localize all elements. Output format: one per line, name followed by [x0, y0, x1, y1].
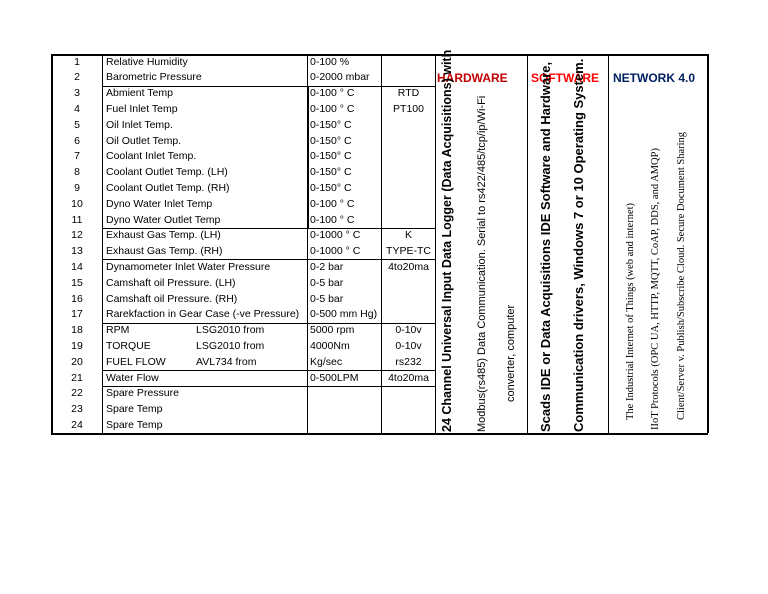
measurement-range: 0-100 ° C	[310, 87, 355, 100]
network-description-line-1: The Industrial Internet of Things (web and internet)	[625, 202, 636, 420]
row-number: 14	[71, 260, 83, 273]
software-description-line-2: Communication drivers, Windows 7 or 10 Operating System.	[571, 58, 586, 432]
row-number: 20	[71, 355, 83, 368]
parameter-name: Dynamometer Inlet Water Pressure	[106, 260, 271, 273]
row-number: 4	[74, 102, 80, 115]
parameter-name: Spare Pressure	[106, 387, 179, 400]
signal-type: 0-10v	[395, 339, 422, 352]
row-number: 1	[74, 55, 80, 68]
parameter-name: Dyno Water Outlet Temp	[106, 213, 221, 226]
row-number: 6	[74, 134, 80, 147]
measurement-range: Kg/sec	[310, 355, 343, 368]
parameter-name: Coolant Outlet Temp. (RH)	[106, 181, 230, 194]
signal-type: 4to20ma	[388, 371, 429, 384]
measurement-range: 0-2000 mbar	[310, 71, 370, 84]
parameter-name: Rarekfaction in Gear Case (-ve Pressure)	[106, 308, 300, 321]
hardware-header: HARDWARE	[437, 71, 508, 85]
parameter-name: Coolant Outlet Temp. (LH)	[106, 166, 228, 179]
measurement-range: 0-5 bar	[310, 276, 344, 289]
parameter-name: Oil Inlet Temp.	[106, 118, 173, 131]
software-description-line-1: Scads IDE or Data Acquisitions IDE Software and Hardware,	[538, 61, 553, 432]
measurement-range: 0-5 bar	[310, 292, 344, 305]
signal-type: rs232	[395, 355, 422, 368]
row-number: 19	[71, 339, 83, 352]
parameter-name: Abmient Temp	[106, 87, 173, 100]
row-number: 22	[71, 387, 83, 400]
sensor-model: LSG2010 from	[196, 339, 265, 352]
signal-type: TYPE-TC	[386, 245, 431, 258]
row-number: 9	[74, 181, 80, 194]
measurement-range: 5000 rpm	[310, 324, 355, 337]
row-number: 8	[74, 166, 80, 179]
row-number: 13	[71, 245, 83, 258]
parameter-name: Coolant Inlet Temp.	[106, 150, 197, 163]
row-number: 10	[71, 197, 83, 210]
measurement-range: 0-100 ° C	[310, 197, 355, 210]
row-number: 16	[71, 292, 83, 305]
measurement-range: 0-150° C	[310, 150, 352, 163]
measurement-range: 0-500 mm Hg)	[310, 308, 378, 321]
group-edge	[307, 86, 309, 228]
sep-signal	[435, 54, 436, 433]
sensor-model: AVL734 from	[196, 355, 257, 368]
measurement-range: 0-1000 ° C	[310, 229, 361, 242]
parameter-name: RPM	[106, 324, 130, 337]
signal-type: K	[404, 229, 412, 242]
row-number: 11	[71, 213, 83, 226]
row-number: 5	[74, 118, 80, 131]
row-number: 7	[74, 150, 80, 163]
parameter-name: Barometric Pressure	[106, 71, 202, 84]
signal-type: PT100	[393, 102, 424, 115]
hardware-description-line-3: converter, computer	[505, 304, 517, 402]
signal-type: 0-10v	[395, 324, 422, 337]
row-number: 12	[71, 229, 83, 242]
row-number: 2	[74, 71, 80, 84]
sep-hardware	[527, 54, 528, 433]
row-number: 21	[71, 371, 83, 384]
measurement-range: 4000Nm	[310, 339, 350, 352]
border-bottom	[51, 433, 708, 435]
measurement-range: 0-100 %	[310, 55, 350, 68]
measurement-range: 0-1000 ° C	[310, 245, 361, 258]
measurement-range: 0-2 bar	[310, 260, 344, 273]
sep-software	[608, 54, 609, 433]
measurement-range: 0-150° C	[310, 118, 352, 131]
parameter-name: Dyno Water Inlet Temp	[106, 197, 213, 210]
measurement-range: 0-100 ° C	[310, 213, 355, 226]
parameter-name: Camshaft oil Pressure. (LH)	[106, 276, 236, 289]
border-right	[707, 54, 709, 433]
network-header: NETWORK 4.0	[613, 71, 696, 85]
parameter-name: Relative Humidity	[106, 55, 188, 68]
hardware-description-line-1: 24 Channel Universal Input Data Logger (Data Acquisitions) with	[440, 49, 454, 432]
measurement-range: 0-150° C	[310, 166, 352, 179]
parameter-name: Water Flow	[106, 371, 159, 384]
parameter-name: Spare Temp	[106, 418, 163, 431]
network-description-line-3: Client/Server v. Publish/Subscribe Cloud. Secure Document Sharing	[676, 131, 687, 420]
row-number: 24	[71, 418, 83, 431]
parameter-name: Camshaft oil Pressure. (RH)	[106, 292, 238, 305]
row-number: 3	[74, 87, 80, 100]
parameter-name: Exhaust Gas Temp. (RH)	[106, 245, 223, 258]
sensor-model: LSG2010 from	[196, 324, 265, 337]
measurement-range: 0-150° C	[310, 181, 352, 194]
row-number: 18	[71, 324, 83, 337]
row-number: 23	[71, 403, 83, 416]
parameter-name: Exhaust Gas Temp. (LH)	[106, 229, 221, 242]
row-number: 17	[71, 308, 83, 321]
hardware-description-line-2: Modbus(rs485) Data Communication. Serial to rs422/485/tcp/ip/Wi-Fi	[476, 95, 488, 432]
measurement-range: 0-500LPM	[310, 371, 359, 384]
row-number: 15	[71, 276, 83, 289]
parameter-name: FUEL FLOW	[106, 355, 166, 368]
measurement-range: 0-100 ° C	[310, 102, 355, 115]
software-header: SOFTWARE	[531, 71, 599, 85]
network-description-line-2: IIoT Protocols (OPC UA, HTTP, MQTT, CoAP, DDS, and AMQP)	[650, 148, 661, 430]
parameter-name: Oil Outlet Temp.	[106, 134, 182, 147]
measurement-range: 0-150° C	[310, 134, 352, 147]
parameter-name: Spare Temp	[106, 403, 163, 416]
parameter-name: Fuel Inlet Temp	[106, 102, 178, 115]
parameter-name: TORQUE	[106, 339, 151, 352]
signal-type: 4to20ma	[388, 260, 429, 273]
signal-type: RTD	[397, 87, 420, 100]
sep-number	[102, 54, 103, 433]
